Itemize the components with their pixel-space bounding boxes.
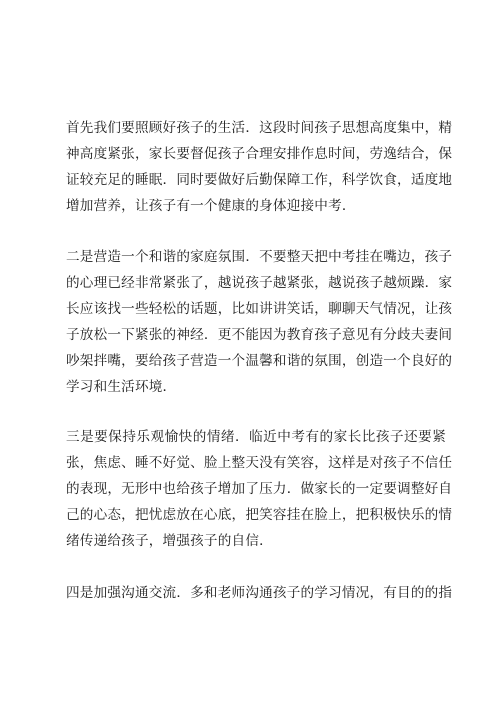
paragraph-1-line-4: 增加营养，让孩子有一个健康的身体迎接中考． xyxy=(66,198,356,214)
paragraph-2-line-6: 学习和生活环境． xyxy=(66,379,177,395)
paragraph-3-line-1: 三是要保持乐观愉快的情绪．临近中考有的家长比孩子还要紧 xyxy=(66,429,446,445)
paragraph-2-line-5: 吵架拌嘴，要给孩子营造一个温馨和谐的氛围，创造一个良好的 xyxy=(66,353,453,369)
paragraph-2-line-1: 二是营造一个和谐的家庭氛围．不要整天把中考挂在嘴边，孩子 xyxy=(66,249,453,265)
paragraph-3-line-4: 己的心态，把忧虑放在心底，把笑容挂在脸上，把积极快乐的情 xyxy=(66,507,453,523)
paragraph-2-line-2: 的心理已经非常紧张了，越说孩子越紧张，越说孩子越烦躁．家 xyxy=(66,275,453,291)
paragraph-3 xyxy=(66,424,453,554)
paragraph-2-line-4: 子放松一下紧张的神经．更不能因为教育孩子意见有分歧夫妻间 xyxy=(66,327,453,343)
paragraph-2 xyxy=(66,244,453,400)
paragraph-2-line-3: 长应该找一些轻松的话题，比如讲讲笑话，聊聊天气情况，让孩 xyxy=(66,301,453,317)
paragraph-1-line-2: 神高度紧张，家长要督促孩子合理安排作息时间，劳逸结合，保 xyxy=(66,146,453,162)
paragraph-3-line-3: 的表现，无形中也给孩子增加了压力．做家长的一定要调整好自 xyxy=(66,481,453,497)
paragraph-4-line-1: 四是加强沟通交流．多和老师沟通孩子的学习情况，有目的的指 xyxy=(66,585,453,601)
paragraph-3-line-5: 绪传递给孩子，增强孩子的自信． xyxy=(66,533,273,549)
paragraph-1-line-1: 首先我们要照顾好孩子的生活．这段时间孩子思想高度集中，精 xyxy=(66,120,453,136)
paragraph-3-line-2: 张，焦虑、睡不好觉、脸上整天没有笑容，这样是对孩子不信任 xyxy=(66,455,453,471)
paragraph-1-line-3: 证较充足的睡眠．同时要做好后勤保障工作，科学饮食，适度地 xyxy=(66,172,453,188)
paragraph-1 xyxy=(66,115,453,219)
paragraph-4 xyxy=(66,580,453,606)
